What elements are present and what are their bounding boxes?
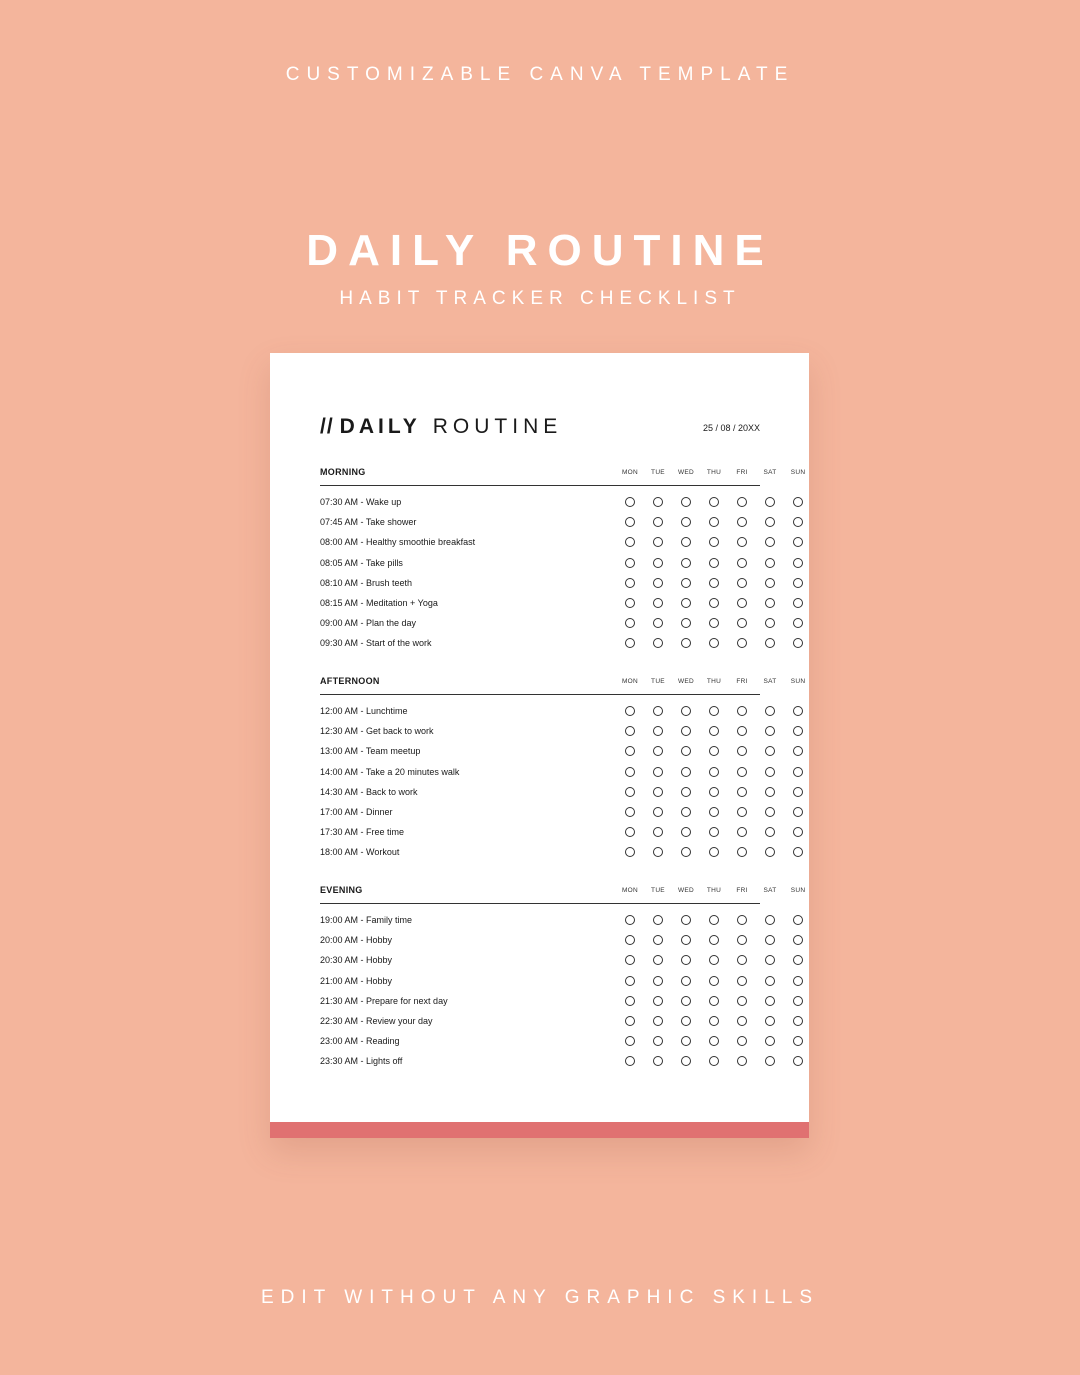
checkbox-circle-wed[interactable] xyxy=(681,1016,691,1026)
section-morning xyxy=(320,463,806,654)
checkbox-circle-sun[interactable] xyxy=(793,1056,803,1066)
checkbox-circle-fri[interactable] xyxy=(737,1036,747,1046)
checkbox-circle-wed[interactable] xyxy=(681,517,691,527)
day-label-wed: WED xyxy=(677,678,695,685)
hero-title: DAILY ROUTINE xyxy=(306,226,774,275)
checkbox-circle-tue[interactable] xyxy=(653,598,663,608)
checkbox-circle-fri[interactable] xyxy=(737,497,747,507)
checkbox-circle-sun[interactable] xyxy=(793,517,803,527)
checkbox-circle-fri[interactable] xyxy=(737,1016,747,1026)
checkbox-circle-sun[interactable] xyxy=(793,935,803,945)
task-row xyxy=(320,842,760,862)
checkbox-circle-tue[interactable] xyxy=(653,827,663,837)
top-caption: CUSTOMIZABLE CANVA TEMPLATE xyxy=(285,64,795,85)
checkbox-circle-tue[interactable] xyxy=(653,578,663,588)
checkbox-circle-tue[interactable] xyxy=(653,537,663,547)
task-row xyxy=(320,1011,760,1031)
checkbox-circle-sun[interactable] xyxy=(793,976,803,986)
task-label: 07:30 AM - Wake up xyxy=(320,497,402,507)
day-label-wed: WED xyxy=(677,469,695,476)
sheet-title xyxy=(320,415,562,439)
day-label-sun: SUN xyxy=(790,469,806,476)
checkbox-circle-tue[interactable] xyxy=(653,955,663,965)
checkbox-circle-thu[interactable] xyxy=(709,976,719,986)
checkbox-circle-mon[interactable] xyxy=(625,638,635,648)
checkbox-circle-fri[interactable] xyxy=(737,746,747,756)
checkbox-circle-tue[interactable] xyxy=(653,767,663,777)
checkbox-circle-wed[interactable] xyxy=(681,976,691,986)
section-title: EVENING xyxy=(320,885,363,895)
task-label: 14:30 AM - Back to work xyxy=(320,786,418,797)
checkbox-circle-sun[interactable] xyxy=(793,746,803,756)
task-row xyxy=(320,1051,760,1071)
task-label: 21:00 AM - Hobby xyxy=(320,975,393,986)
task-row xyxy=(320,553,760,573)
checkbox-circle-sat[interactable] xyxy=(765,787,775,797)
checkbox-circle-tue[interactable] xyxy=(653,1036,663,1046)
checkbox-circle-sat[interactable] xyxy=(765,517,775,527)
checkbox-circle-tue[interactable] xyxy=(653,915,663,925)
checkbox-circle-thu[interactable] xyxy=(709,598,719,608)
accent-bar xyxy=(270,1122,809,1138)
task-label: 08:05 AM - Take pills xyxy=(320,557,403,568)
checkbox-circle-tue[interactable] xyxy=(653,976,663,986)
task-label: 09:30 AM - Start of the work xyxy=(320,638,432,649)
checkbox-circle-thu[interactable] xyxy=(709,618,719,628)
task-row xyxy=(320,512,760,532)
day-label-sun: SUN xyxy=(790,678,806,685)
checkbox-circle-sun[interactable] xyxy=(793,955,803,965)
checkbox-circle-thu[interactable] xyxy=(709,807,719,817)
day-label-sat: SAT xyxy=(763,678,777,685)
task-label: 20:00 AM - Hobby xyxy=(320,935,393,946)
task-label: 23:00 AM - Reading xyxy=(320,1036,400,1047)
task-label: 20:30 AM - Hobby xyxy=(320,955,393,966)
task-row xyxy=(320,613,760,633)
task-label: 19:00 AM - Family time xyxy=(320,915,413,925)
checkbox-circle-wed[interactable] xyxy=(681,726,691,736)
checkbox-circle-wed[interactable] xyxy=(681,746,691,756)
checkbox-circle-fri[interactable] xyxy=(737,976,747,986)
checkbox-circle-sat[interactable] xyxy=(765,598,775,608)
task-label: 08:10 AM - Brush teeth xyxy=(320,577,413,588)
checkbox-circle-thu[interactable] xyxy=(709,1036,719,1046)
task-label: 09:00 AM - Plan the day xyxy=(320,618,417,629)
checkbox-circle-tue[interactable] xyxy=(653,638,663,648)
checkbox-circle-sun[interactable] xyxy=(793,618,803,628)
day-label-thu: THU xyxy=(706,469,722,476)
task-list xyxy=(320,486,760,654)
checkbox-circle-mon[interactable] xyxy=(625,517,635,527)
checkbox-circle-mon[interactable] xyxy=(625,578,635,588)
checkbox-circle-mon[interactable] xyxy=(625,767,635,777)
day-label-tue: TUE xyxy=(651,887,665,894)
checkbox-circle-tue[interactable] xyxy=(653,618,663,628)
task-label: 21:30 AM - Prepare for next day xyxy=(320,995,448,1006)
checkbox-circle-fri[interactable] xyxy=(737,847,747,857)
checkbox-circle-mon[interactable] xyxy=(625,558,635,568)
checkbox-circle-sat[interactable] xyxy=(765,1056,775,1066)
section-afternoon xyxy=(320,672,806,863)
checkbox-circle-wed[interactable] xyxy=(681,618,691,628)
checkbox-circle-fri[interactable] xyxy=(737,955,747,965)
section-header xyxy=(320,463,806,486)
checkbox-circle-fri[interactable] xyxy=(737,558,747,568)
day-label-thu: THU xyxy=(706,678,722,685)
checkbox-circle-thu[interactable] xyxy=(709,935,719,945)
checkbox-circle-thu[interactable] xyxy=(709,996,719,1006)
checkbox-circle-thu[interactable] xyxy=(709,746,719,756)
checkbox-circle-thu[interactable] xyxy=(709,578,719,588)
checkbox-circle-wed[interactable] xyxy=(681,827,691,837)
task-row xyxy=(320,782,760,802)
section-header xyxy=(320,881,806,904)
checkbox-circle-sun[interactable] xyxy=(793,915,803,925)
checkbox-circle-sat[interactable] xyxy=(765,767,775,777)
checkbox-circle-tue[interactable] xyxy=(653,1056,663,1066)
checkbox-circle-wed[interactable] xyxy=(681,955,691,965)
task-label: 18:00 AM - Workout xyxy=(320,847,400,858)
day-label-wed: WED xyxy=(677,887,695,894)
checkbox-circle-mon[interactable] xyxy=(625,598,635,608)
day-label-mon: MON xyxy=(621,469,639,476)
task-label: 22:30 AM - Review your day xyxy=(320,1015,433,1026)
day-label-thu: THU xyxy=(706,887,722,894)
checkbox-circle-fri[interactable] xyxy=(737,787,747,797)
checkbox-circle-sat[interactable] xyxy=(765,638,775,648)
checkbox-circle-fri[interactable] xyxy=(737,537,747,547)
task-label: 08:00 AM - Healthy smoothie breakfast xyxy=(320,537,476,548)
checkbox-circle-mon[interactable] xyxy=(625,537,635,547)
checkbox-circle-fri[interactable] xyxy=(737,517,747,527)
checkbox-circle-wed[interactable] xyxy=(681,996,691,1006)
section-title: MORNING xyxy=(320,467,366,477)
task-list xyxy=(320,695,760,863)
checkbox-circle-thu[interactable] xyxy=(709,497,719,507)
checkbox-circle-wed[interactable] xyxy=(681,497,691,507)
checkbox-circle-sat[interactable] xyxy=(765,706,775,716)
checkbox-circle-wed[interactable] xyxy=(681,1056,691,1066)
checkbox-circle-fri[interactable] xyxy=(737,827,747,837)
checkbox-circle-tue[interactable] xyxy=(653,517,663,527)
checkbox-circle-wed[interactable] xyxy=(681,807,691,817)
task-row xyxy=(320,701,760,721)
checkbox-circle-wed[interactable] xyxy=(681,706,691,716)
task-row xyxy=(320,1031,760,1051)
checkbox-circle-sun[interactable] xyxy=(793,578,803,588)
checkbox-circle-wed[interactable] xyxy=(681,598,691,608)
checkbox-circle-tue[interactable] xyxy=(653,847,663,857)
day-label-fri: FRI xyxy=(736,678,748,685)
checkbox-circle-tue[interactable] xyxy=(653,807,663,817)
task-row xyxy=(320,741,760,761)
day-label-sun: SUN xyxy=(790,887,806,894)
checkbox-circle-tue[interactable] xyxy=(653,726,663,736)
task-label: 17:00 AM - Dinner xyxy=(320,806,393,817)
task-row xyxy=(320,762,760,782)
checkbox-circle-thu[interactable] xyxy=(709,517,719,527)
checkbox-circle-sun[interactable] xyxy=(793,767,803,777)
checkbox-circle-wed[interactable] xyxy=(681,935,691,945)
task-row xyxy=(320,950,760,970)
checkbox-circle-thu[interactable] xyxy=(709,558,719,568)
sheet-date: 25 / 08 / 20XX xyxy=(702,423,760,433)
task-label: 12:00 AM - Lunchtime xyxy=(320,706,408,716)
checkbox-circle-thu[interactable] xyxy=(709,767,719,777)
hero-subtitle: HABIT TRACKER CHECKLIST xyxy=(339,288,741,309)
checkbox-circle-thu[interactable] xyxy=(709,726,719,736)
checkbox-circle-thu[interactable] xyxy=(709,1056,719,1066)
checkbox-circle-sun[interactable] xyxy=(793,847,803,857)
checkbox-circle-wed[interactable] xyxy=(681,1036,691,1046)
checkbox-circle-wed[interactable] xyxy=(681,578,691,588)
checkbox-circle-sun[interactable] xyxy=(793,598,803,608)
title-light: ROUTINE xyxy=(432,415,563,438)
task-label: 13:00 AM - Team meetup xyxy=(320,746,421,757)
checkbox-circle-mon[interactable] xyxy=(625,915,635,925)
checkbox-circle-sat[interactable] xyxy=(765,618,775,628)
checkbox-circle-sun[interactable] xyxy=(793,1016,803,1026)
task-list xyxy=(320,904,760,1072)
checkbox-circle-mon[interactable] xyxy=(625,996,635,1006)
section-header xyxy=(320,672,806,695)
checkbox-circle-sun[interactable] xyxy=(793,537,803,547)
checkbox-circle-wed[interactable] xyxy=(681,638,691,648)
checkbox-circle-tue[interactable] xyxy=(653,787,663,797)
bottom-caption: EDIT WITHOUT ANY GRAPHIC SKILLS xyxy=(260,1287,820,1308)
task-row xyxy=(320,633,760,653)
checkbox-circle-wed[interactable] xyxy=(681,558,691,568)
checkbox-circle-fri[interactable] xyxy=(737,706,747,716)
section-evening xyxy=(320,881,806,1072)
title-bold: DAILY xyxy=(339,415,421,438)
task-label: 08:15 AM - Meditation + Yoga xyxy=(320,597,438,608)
checkbox-circle-sun[interactable] xyxy=(793,996,803,1006)
checkbox-circle-wed[interactable] xyxy=(681,787,691,797)
checkbox-circle-sat[interactable] xyxy=(765,578,775,588)
task-row xyxy=(320,532,760,552)
task-row xyxy=(320,721,760,741)
checkbox-circle-fri[interactable] xyxy=(737,767,747,777)
checkbox-circle-thu[interactable] xyxy=(709,915,719,925)
day-label-tue: TUE xyxy=(651,469,665,476)
checkbox-circle-sun[interactable] xyxy=(793,558,803,568)
checkbox-circle-fri[interactable] xyxy=(737,935,747,945)
checkbox-circle-mon[interactable] xyxy=(625,955,635,965)
checkbox-circle-mon[interactable] xyxy=(625,1016,635,1026)
checkbox-circle-wed[interactable] xyxy=(681,537,691,547)
checkbox-circle-sat[interactable] xyxy=(765,1016,775,1026)
task-label: 14:00 AM - Take a 20 minutes walk xyxy=(320,766,460,777)
task-label: 23:30 AM - Lights off xyxy=(320,1056,403,1067)
checkbox-circle-mon[interactable] xyxy=(625,706,635,716)
task-row xyxy=(320,930,760,950)
checkbox-circle-thu[interactable] xyxy=(709,847,719,857)
checkbox-circle-thu[interactable] xyxy=(709,638,719,648)
task-row xyxy=(320,910,760,930)
section-title: AFTERNOON xyxy=(320,676,380,686)
task-row xyxy=(320,573,760,593)
task-row xyxy=(320,822,760,842)
day-label-sat: SAT xyxy=(763,887,777,894)
checkbox-circle-mon[interactable] xyxy=(625,935,635,945)
checkbox-circle-wed[interactable] xyxy=(681,847,691,857)
checkbox-circle-fri[interactable] xyxy=(737,578,747,588)
checkbox-circle-sun[interactable] xyxy=(793,827,803,837)
checkbox-circle-sun[interactable] xyxy=(793,497,803,507)
checkbox-circle-sat[interactable] xyxy=(765,1036,775,1046)
checkbox-circle-fri[interactable] xyxy=(737,726,747,736)
checkbox-circle-tue[interactable] xyxy=(653,935,663,945)
checkbox-circle-sun[interactable] xyxy=(793,726,803,736)
checkbox-circle-wed[interactable] xyxy=(681,915,691,925)
checkbox-circle-sat[interactable] xyxy=(765,746,775,756)
checkbox-circle-sun[interactable] xyxy=(793,638,803,648)
task-row xyxy=(320,991,760,1011)
task-row xyxy=(320,971,760,991)
checkbox-circle-sat[interactable] xyxy=(765,558,775,568)
task-label: 07:45 AM - Take shower xyxy=(320,517,417,528)
checkbox-circle-tue[interactable] xyxy=(653,497,663,507)
task-row xyxy=(320,593,760,613)
checkbox-circle-tue[interactable] xyxy=(653,1016,663,1026)
checkbox-circle-sat[interactable] xyxy=(765,827,775,837)
day-label-tue: TUE xyxy=(651,678,665,685)
checkbox-circle-fri[interactable] xyxy=(737,618,747,628)
checkbox-circle-sat[interactable] xyxy=(765,915,775,925)
checkbox-circle-fri[interactable] xyxy=(737,598,747,608)
checkbox-circle-sat[interactable] xyxy=(765,996,775,1006)
checkbox-circle-mon[interactable] xyxy=(625,807,635,817)
checkbox-circle-tue[interactable] xyxy=(653,558,663,568)
checkbox-circle-fri[interactable] xyxy=(737,807,747,817)
checkbox-circle-mon[interactable] xyxy=(625,618,635,628)
checkbox-circle-sun[interactable] xyxy=(793,1036,803,1046)
checkbox-circle-tue[interactable] xyxy=(653,996,663,1006)
task-label: 17:30 AM - Free time xyxy=(320,827,405,838)
checkbox-circle-sat[interactable] xyxy=(765,955,775,965)
checkbox-circle-mon[interactable] xyxy=(625,847,635,857)
checkbox-circle-sat[interactable] xyxy=(765,807,775,817)
checkbox-circle-thu[interactable] xyxy=(709,1016,719,1026)
checkbox-circle-thu[interactable] xyxy=(709,537,719,547)
checkbox-circle-tue[interactable] xyxy=(653,746,663,756)
checkbox-circle-mon[interactable] xyxy=(625,787,635,797)
checkbox-circle-sat[interactable] xyxy=(765,847,775,857)
checkbox-circle-thu[interactable] xyxy=(709,955,719,965)
checkbox-circle-mon[interactable] xyxy=(625,726,635,736)
checkbox-circle-mon[interactable] xyxy=(625,746,635,756)
checkbox-circle-fri[interactable] xyxy=(737,638,747,648)
checkbox-circle-mon[interactable] xyxy=(625,1056,635,1066)
sheet-header xyxy=(320,415,760,445)
checkbox-circle-sat[interactable] xyxy=(765,726,775,736)
checkbox-circle-sun[interactable] xyxy=(793,706,803,716)
day-label-mon: MON xyxy=(621,678,639,685)
checkbox-circle-sun[interactable] xyxy=(793,787,803,797)
checkbox-circle-fri[interactable] xyxy=(737,996,747,1006)
task-row xyxy=(320,802,760,822)
checkbox-circle-fri[interactable] xyxy=(737,1056,747,1066)
checkbox-circle-tue[interactable] xyxy=(653,706,663,716)
title-slashes: // xyxy=(320,415,334,438)
checkbox-circle-thu[interactable] xyxy=(709,787,719,797)
checkbox-circle-mon[interactable] xyxy=(625,976,635,986)
checkbox-circle-sat[interactable] xyxy=(765,935,775,945)
day-label-fri: FRI xyxy=(736,887,748,894)
routine-sheet xyxy=(270,353,809,1138)
task-label: 12:30 AM - Get back to work xyxy=(320,726,434,737)
day-label-fri: FRI xyxy=(736,469,748,476)
checkbox-circle-sun[interactable] xyxy=(793,807,803,817)
checkbox-circle-thu[interactable] xyxy=(709,706,719,716)
task-row xyxy=(320,492,760,512)
day-label-sat: SAT xyxy=(763,469,777,476)
checkbox-circle-sat[interactable] xyxy=(765,537,775,547)
checkbox-circle-mon[interactable] xyxy=(625,1036,635,1046)
checkbox-circle-mon[interactable] xyxy=(625,827,635,837)
checkbox-circle-fri[interactable] xyxy=(737,915,747,925)
day-label-mon: MON xyxy=(621,887,639,894)
checkbox-circle-wed[interactable] xyxy=(681,767,691,777)
checkbox-circle-thu[interactable] xyxy=(709,827,719,837)
checkbox-circle-sat[interactable] xyxy=(765,497,775,507)
checkbox-circle-sat[interactable] xyxy=(765,976,775,986)
checkbox-circle-mon[interactable] xyxy=(625,497,635,507)
